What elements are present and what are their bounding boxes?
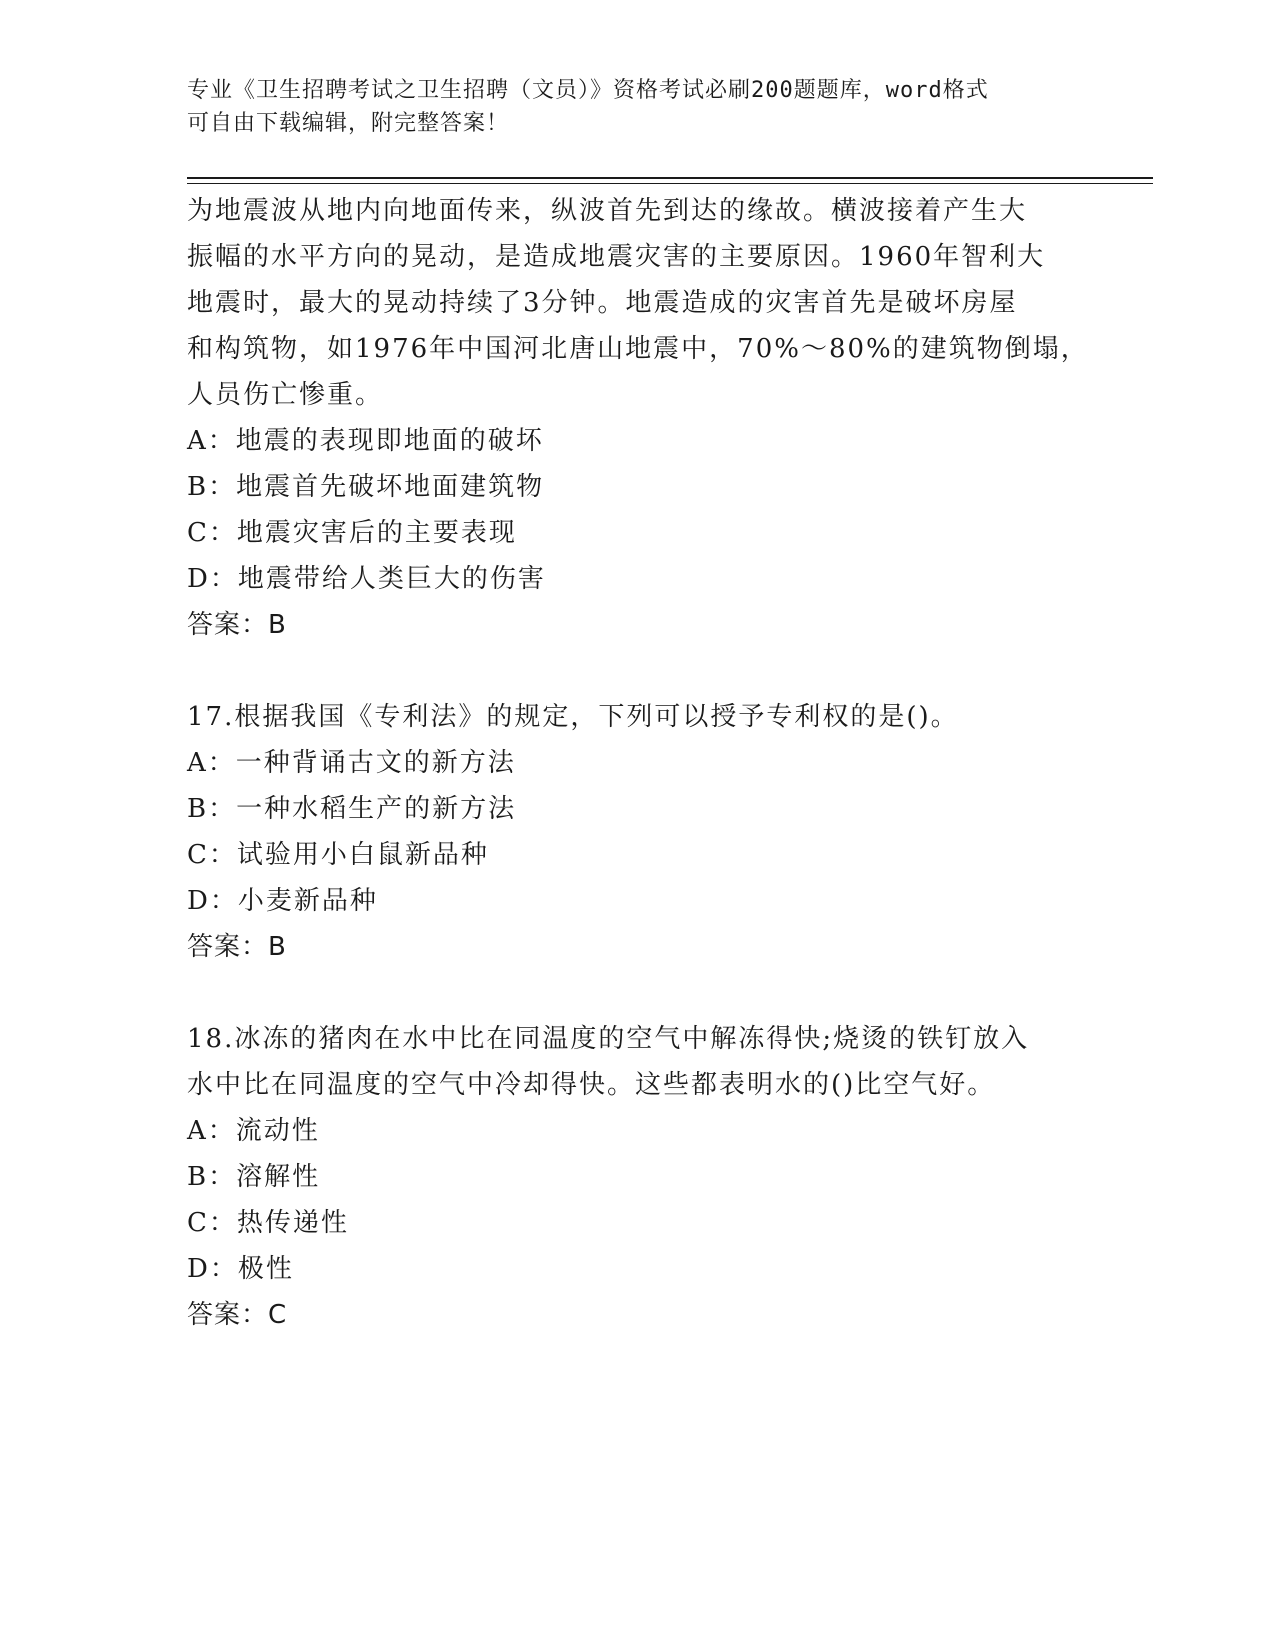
question-text [187, 188, 1087, 418]
header-line-1: 专业《卫生招聘考试之卫生招聘（文员）》资格考试必刷200题题库，word格式 [187, 78, 989, 103]
question-text [187, 694, 1087, 740]
text-line: 和构筑物，如1976年中国河北唐山地震中，70%～80%的建筑物倒塌， [187, 334, 1089, 364]
option-b: B：地震首先破坏地面建筑物 [187, 472, 545, 502]
option-d: D：小麦新品种 [187, 886, 378, 916]
option-a: A：流动性 [187, 1116, 320, 1146]
text-line: 人员伤亡惨重。 [187, 380, 384, 410]
question-17 [187, 694, 1087, 970]
text-line: 17.根据我国《专利法》的规定，下列可以授予专利权的是()。 [187, 702, 959, 732]
option-c: C：试验用小白鼠新品种 [187, 840, 489, 870]
page-header [187, 74, 1087, 140]
option-c: C：地震灾害后的主要表现 [187, 518, 517, 548]
header-line-2: 可自由下载编辑，附完整答案！ [187, 111, 510, 136]
answer-line: 答案：B [187, 610, 287, 640]
option-a: A：一种背诵古文的新方法 [187, 748, 516, 778]
text-line: 振幅的水平方向的晃动，是造成地震灾害的主要原因。1960年智利大 [187, 242, 1046, 272]
question-text [187, 1016, 1087, 1108]
spacer [187, 970, 1087, 1016]
document-body [187, 188, 1087, 1338]
option-c: C：热传递性 [187, 1208, 349, 1238]
option-b: B：一种水稻生产的新方法 [187, 794, 517, 824]
option-d: D：极性 [187, 1254, 294, 1284]
header-divider [187, 177, 1153, 184]
option-a: A：地震的表现即地面的破坏 [187, 426, 544, 456]
option-b: B：溶解性 [187, 1162, 321, 1192]
text-line: 为地震波从地内向地面传来，纵波首先到达的缘故。横波接着产生大 [187, 196, 1028, 226]
text-line: 18.冰冻的猪肉在水中比在同温度的空气中解冻得快;烧烫的铁钉放入 [187, 1024, 1030, 1054]
text-line: 水中比在同温度的空气中冷却得快。这些都表明水的()比空气好。 [187, 1070, 996, 1100]
answer-line: 答案：B [187, 932, 287, 962]
option-d: D：地震带给人类巨大的伤害 [187, 564, 546, 594]
spacer [187, 648, 1087, 694]
text-line: 地震时，最大的晃动持续了3分钟。地震造成的灾害首先是破坏房屋 [187, 288, 1018, 318]
answer-line: 答案：C [187, 1300, 288, 1330]
question-16-continued [187, 188, 1087, 648]
question-18 [187, 1016, 1087, 1338]
